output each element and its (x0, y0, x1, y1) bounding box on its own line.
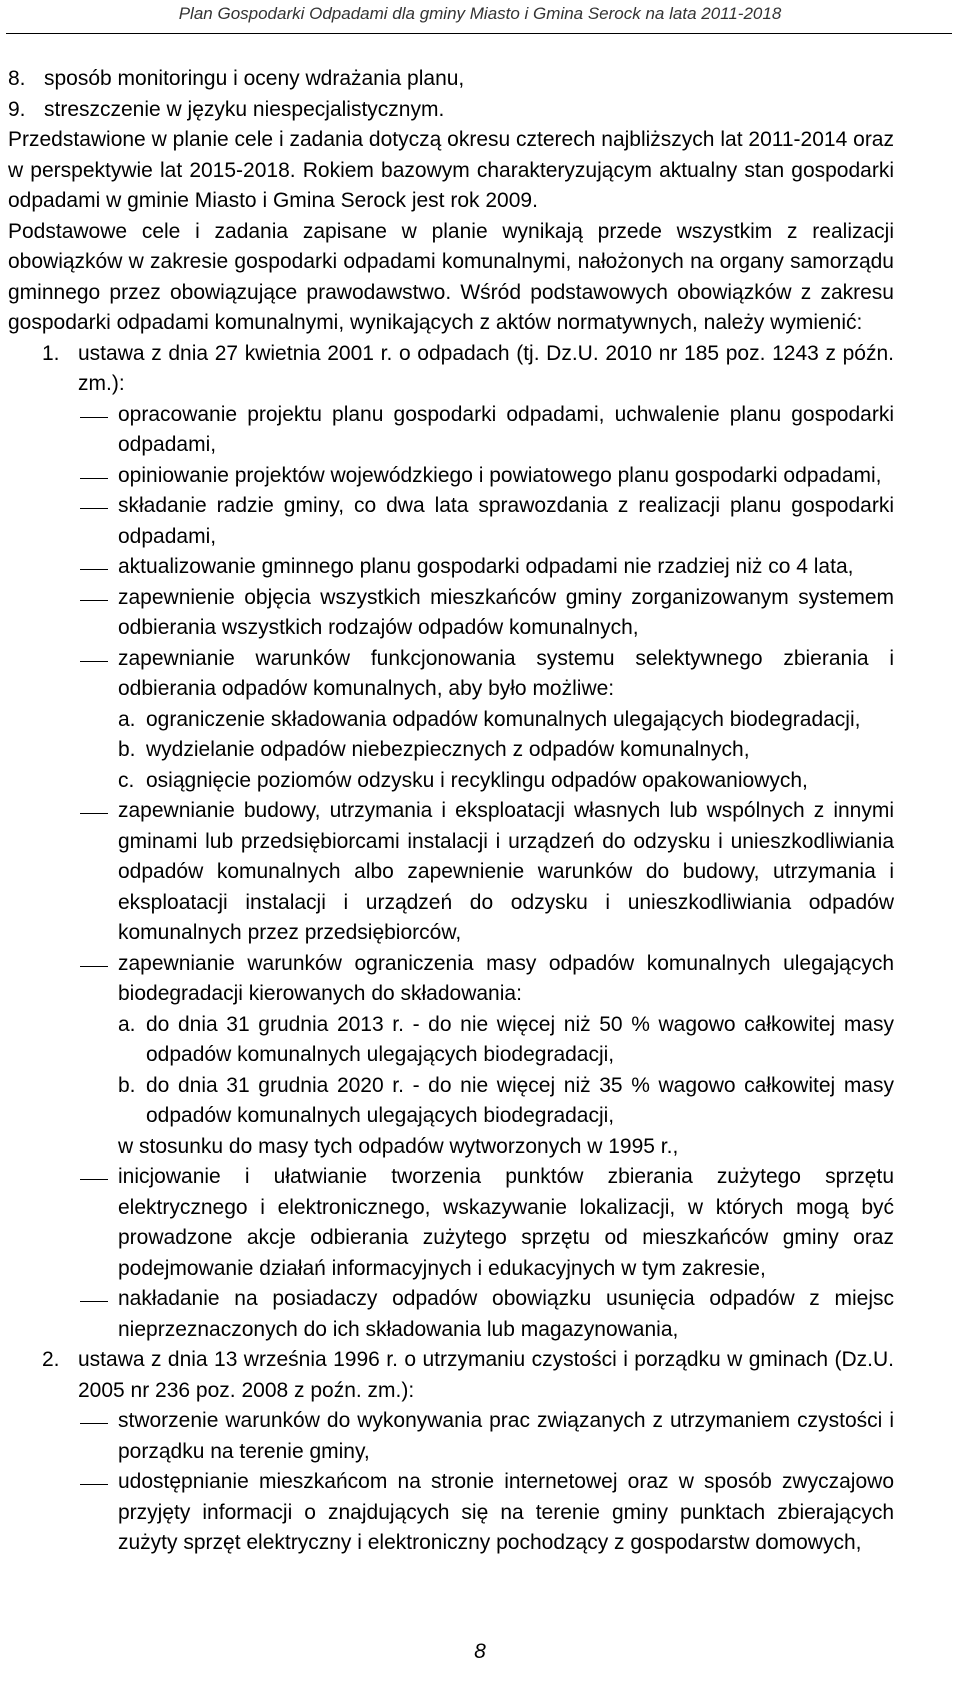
dash-item (8, 461, 894, 492)
dash-bullet (78, 644, 118, 674)
dash-text: aktualizowanie gminnego planu gospodarki odpadami nie rzadziej niż co 4 lata, (118, 555, 854, 578)
sub-text: do dnia 31 grudnia 2020 r. - do nie więcej niż 35 % wagowo całkowitej masy odpadów komunalnych ulegających biodegradacji, (146, 1073, 894, 1127)
list-item (8, 95, 894, 126)
dash-bullet (78, 1284, 118, 1314)
dash-text: stworzenie warunków do wykonywania prac związanych z utrzymaniem czystości i porządku na terenie gminy, (118, 1409, 894, 1463)
dash-text: zapewnianie warunków ograniczenia masy odpadów komunalnych ulegających biodegradacji kierowanych do składowania: (118, 951, 894, 1005)
dash-bullet (78, 552, 118, 582)
dash-bullet (78, 461, 118, 491)
dash-item (8, 1162, 894, 1284)
sub-item (8, 766, 894, 797)
sub-letter: a. (118, 1012, 136, 1036)
law-title: ustawa z dnia 27 kwietnia 2001 r. o odpadach (tj. Dz.U. 2010 nr 185 poz. 1243 z późn. zm.): (78, 341, 894, 395)
sub-letter: c. (118, 768, 135, 792)
dash-text: nakładanie na posiadaczy odpadów obowiązku usunięcia odpadów z miejsc nieprzeznaczonych do ich składowania lub magazynowania, (118, 1287, 894, 1341)
dash-bullet (78, 1467, 118, 1497)
law-item (8, 1345, 894, 1406)
list-text: sposób monitoringu i oceny wdrażania planu, (44, 67, 465, 90)
dash-bullet (78, 1162, 118, 1192)
dash-text: zapewnienie objęcia wszystkich mieszkańców gminy zorganizowanym systemem odbierania wszystkich rodzajów odpadów komunalnych, (118, 585, 894, 639)
dash-bullet (78, 949, 118, 979)
list-number: 9. (8, 97, 26, 121)
page-number: 8 (474, 1640, 486, 1663)
list-number: 8. (8, 67, 26, 90)
law-number: 2. (42, 1348, 60, 1371)
dash-item (8, 796, 894, 949)
paragraph-obligations: Podstawowe cele i zadania zapisane w planie wynikają przede wszystkim z realizacji obowiązków w zakresie gospodarki odpadami komunalnymi, nałożonych na organy samorządu gminnego przez obowiązujące prawodawstwo. Wśród podstawowych obowiązków z zakresu gospodarki odpadami komunalnymi, wynikających z aktów normatywnych, należy wymienić: (8, 219, 894, 334)
dash-bullet (78, 1406, 118, 1436)
dash-text: opiniowanie projektów wojewódzkiego i powiatowego planu gospodarki odpadami, (118, 463, 882, 487)
dash-item (8, 400, 894, 461)
sub-letter: b. (118, 1073, 136, 1097)
sub-text: wydzielanie odpadów niebezpiecznych z odpadów komunalnych, (146, 738, 750, 761)
dash-bullet (78, 583, 118, 613)
sub-tail-text: w stosunku do masy tych odpadów wytworzonych w 1995 r., (118, 1134, 679, 1158)
dash-item (8, 1284, 894, 1345)
list-text: streszczenie w języku niespecjalistycznym. (44, 97, 445, 121)
dash-text: inicjowanie i ułatwianie tworzenia punktów zbierania zużytego sprzętu elektrycznego i elektronicznego, wskazywanie lokalizacji, w których mogą być prowadzone akcje odbierania zużytego sprzętu od mieszkańców gminy oraz podejmowanie działań informacyjnych i edukacyjnych w tym zakresie, (118, 1165, 894, 1280)
sub-text: ograniczenie składowania odpadów komunalnych ulegających biodegradacji, (146, 707, 861, 731)
law-item (8, 339, 894, 400)
dash-item (8, 583, 894, 644)
law-title: ustawa z dnia 13 września 1996 r. o utrzymaniu czystości i porządku w gminach (Dz.U. 2005 nr 236 poz. 2008 z poźn. zm.): (78, 1348, 894, 1402)
sub-item (8, 1071, 894, 1132)
dash-bullet (78, 400, 118, 430)
dash-item (8, 1406, 894, 1467)
dash-text: zapewnianie warunków funkcjonowania systemu selektywnego zbierania i odbierania odpadów komunalnych, aby było możliwe: (118, 646, 894, 700)
dash-item (8, 949, 894, 1010)
dash-item (8, 1467, 894, 1559)
sub-text: osiągnięcie poziomów odzysku i recyklingu odpadów opakowaniowych, (146, 768, 808, 792)
sub-item (8, 1010, 894, 1071)
header-divider (6, 33, 952, 34)
list-item (8, 64, 894, 95)
dash-text: składanie radzie gminy, co dwa lata sprawozdania z realizacji planu gospodarki odpadami, (118, 494, 894, 548)
dash-item (8, 491, 894, 552)
sub-letter: b. (118, 738, 136, 761)
sub-item (8, 735, 894, 766)
dash-text: opracowanie projektu planu gospodarki odpadami, uchwalenie planu gospodarki odpadami, (118, 402, 894, 456)
paragraph-period: Przedstawione w planie cele i zadania dotyczą okresu czterech najbliższych lat 2011-2014 oraz w perspektywie lat 2015-2018. Rokiem bazowym charakteryzującym aktualny stan gospodarki odpadami w gminie Miasto i Gmina Serock jest rok 2009. (8, 128, 894, 212)
dash-bullet (78, 491, 118, 521)
dash-item (8, 644, 894, 705)
law-number: 1. (42, 341, 60, 365)
dash-bullet (78, 796, 118, 826)
dash-text: udostępnianie mieszkańcom na stronie internetowej oraz w sposób zwyczajowo przyjęty informacji o znajdujących się na terenie gminy punktach zbierających zużyty sprzęt elektryczny i elektroniczny pochodzący z gospodarstw domowych, (118, 1470, 894, 1554)
page-header: Plan Gospodarki Odpadami dla gminy Miasto i Gmina Serock na lata 2011-2018 (178, 4, 782, 23)
sub-text: do dnia 31 grudnia 2013 r. - do nie więcej niż 50 % wagowo całkowitej masy odpadów komunalnych ulegających biodegradacji, (146, 1012, 894, 1066)
sub-item (8, 705, 894, 736)
dash-item (8, 552, 894, 583)
dash-text: zapewnianie budowy, utrzymania i eksploatacji własnych lub wspólnych z innymi gminami lub przedsiębiorcami instalacji i urządzeń do odzysku i unieszkodliwiania odpadów komunalnych albo zapewnienie warunków do budowy, utrzymania i eksploatacji instalacji i urządzeń do odzysku i unieszkodliwiania odpadów komunalnych przez przedsiębiorców, (118, 799, 894, 944)
sub-letter: a. (118, 707, 136, 731)
document-body (8, 64, 894, 1559)
